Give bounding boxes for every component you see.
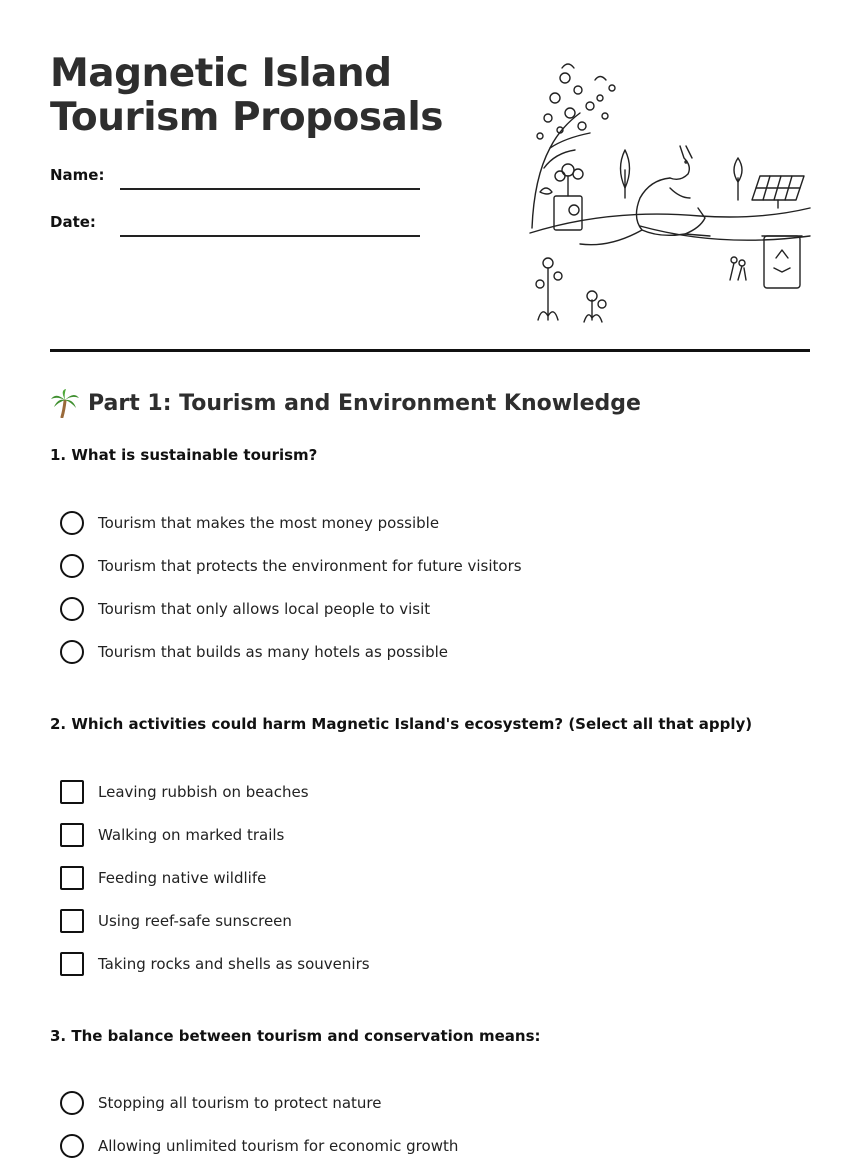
option-label: Allowing unlimited tourism for economic growth: [98, 1136, 459, 1155]
option-label: Leaving rubbish on beaches: [98, 782, 309, 801]
radio-button[interactable]: [60, 554, 84, 578]
palm-tree-icon: [50, 388, 80, 418]
name-label: Name:: [50, 166, 105, 184]
flower-pot-icon: [540, 164, 583, 230]
checkbox[interactable]: [60, 952, 84, 976]
option-label: Stopping all tourism to protect nature: [98, 1093, 382, 1112]
title-line-1: Magnetic Island: [50, 51, 392, 96]
cypress-icon: [621, 150, 630, 198]
q1-option-2[interactable]: [60, 544, 522, 587]
tree-icon: [532, 64, 615, 228]
worksheet-title: [50, 52, 443, 140]
q2-option-5[interactable]: [60, 942, 370, 985]
date-label: Date:: [50, 213, 96, 231]
q2-option-1[interactable]: [60, 770, 370, 813]
kangaroo-icon: [580, 146, 710, 245]
option-label: Tourism that builds as many hotels as possible: [98, 642, 448, 661]
question-1-options: [60, 501, 522, 673]
header-divider: [50, 349, 810, 352]
option-label: Feeding native wildlife: [98, 868, 267, 887]
q1-option-4[interactable]: [60, 630, 522, 673]
checkbox[interactable]: [60, 780, 84, 804]
question-3: 3. The balance between tourism and conservation means:: [50, 1027, 541, 1045]
q2-option-4[interactable]: [60, 899, 370, 942]
checkbox[interactable]: [60, 909, 84, 933]
option-label: Taking rocks and shells as souvenirs: [98, 954, 370, 973]
radio-button[interactable]: [60, 597, 84, 621]
solar-panel-icon: [752, 176, 804, 208]
question-3-options: [60, 1081, 458, 1167]
q1-option-1[interactable]: [60, 501, 522, 544]
title-line-2: Tourism Proposals: [50, 95, 443, 140]
option-label: Using reef-safe sunscreen: [98, 911, 292, 930]
checkbox[interactable]: [60, 823, 84, 847]
name-field[interactable]: [50, 166, 420, 196]
q2-option-3[interactable]: [60, 856, 370, 899]
option-label: Tourism that protects the environment for future visitors: [98, 556, 522, 575]
part1-heading: [50, 388, 641, 418]
q3-option-1[interactable]: [60, 1081, 458, 1124]
radio-button[interactable]: [60, 1134, 84, 1158]
q1-option-3[interactable]: [60, 587, 522, 630]
ground-line: [530, 208, 810, 233]
q2-option-2[interactable]: [60, 813, 370, 856]
question-2: 2. Which activities could harm Magnetic Island's ecosystem? (Select all that apply): [50, 715, 753, 733]
radio-button[interactable]: [60, 640, 84, 664]
radio-button[interactable]: [60, 1091, 84, 1115]
kangaroo-landscape-illustration: [520, 58, 816, 330]
flower-icon: [536, 257, 746, 322]
option-label: Tourism that makes the most money possible: [98, 513, 440, 532]
question-2-options: [60, 770, 370, 985]
sapling-icon: [734, 158, 742, 200]
option-label: Tourism that only allows local people to visit: [98, 599, 431, 618]
date-line[interactable]: [120, 235, 420, 237]
radio-button[interactable]: [60, 511, 84, 535]
ground-line: [640, 226, 810, 240]
name-line[interactable]: [120, 188, 420, 190]
date-field[interactable]: [50, 213, 420, 243]
question-1: 1. What is sustainable tourism?: [50, 446, 318, 464]
option-label: Walking on marked trails: [98, 825, 285, 844]
part1-title: Part 1: Tourism and Environment Knowledge: [88, 390, 641, 416]
recycling-bin-icon: [762, 236, 802, 288]
checkbox[interactable]: [60, 866, 84, 890]
